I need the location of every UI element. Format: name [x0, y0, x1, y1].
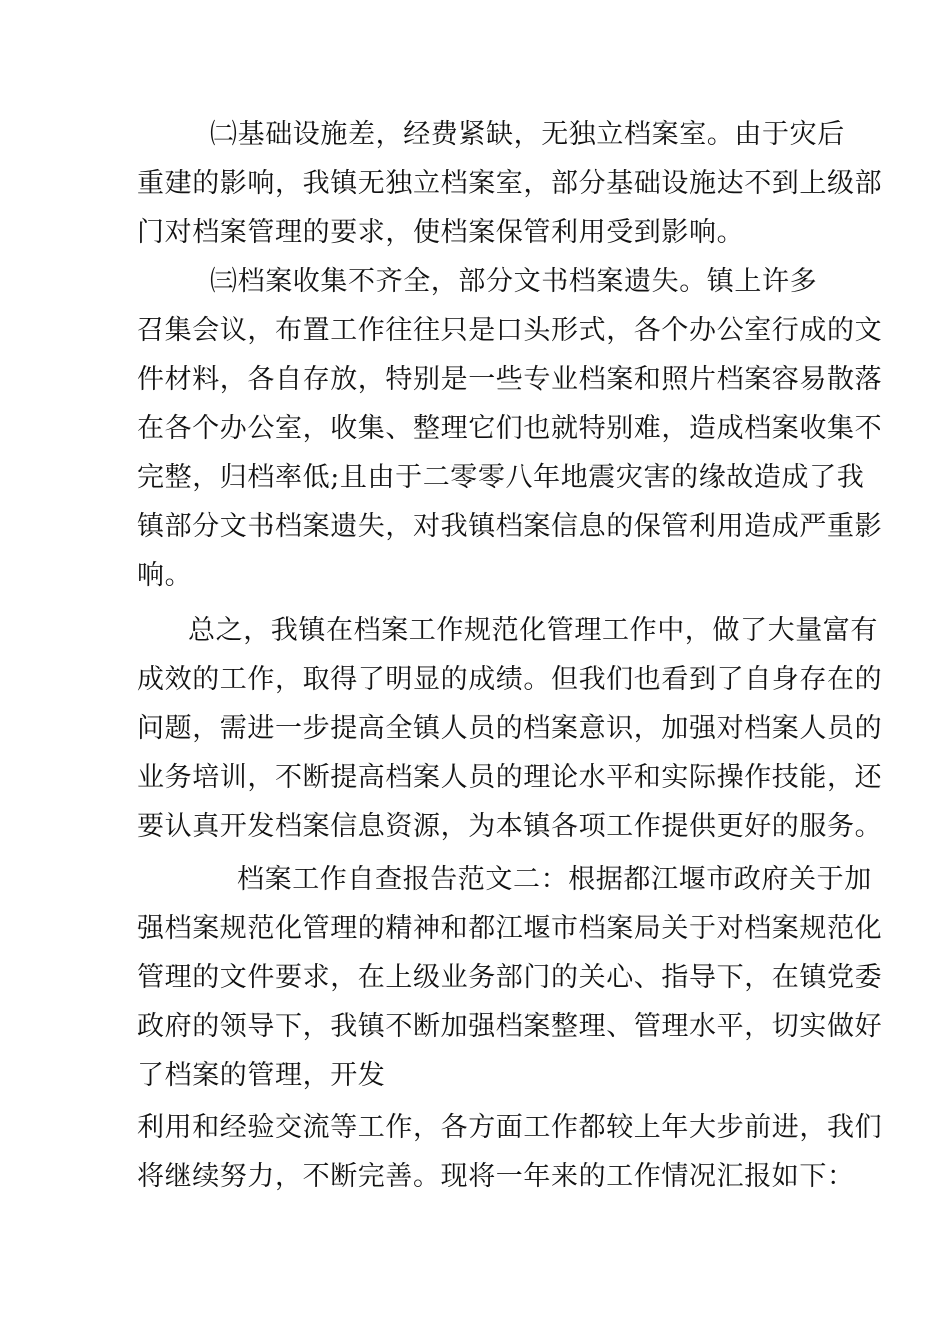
text-line: 总之，我镇在档案工作规范化管理工作中，做了大量富有 — [188, 615, 878, 646]
text-line: ㈡基础设施差，经费紧缺，无独立档案室。由于灾后 — [210, 119, 845, 150]
text-line: 问题，需进一步提高全镇人员的档案意识，加强对档案人员的 — [137, 713, 883, 744]
text-line: 档案工作自查报告范文二：根据都江堰市政府关于加 — [237, 864, 872, 895]
text-line: 重建的影响，我镇无独立档案室，部分基础设施达不到上级部 — [137, 168, 883, 199]
text-line: 件材料，各自存放，特别是一些专业档案和照片档案容易散落 — [137, 364, 883, 395]
text-line: 镇部分文书档案遗失，对我镇档案信息的保管利用造成严重影 — [137, 511, 883, 542]
text-line: 要认真开发档案信息资源，为本镇各项工作提供更好的服务。 — [137, 811, 883, 842]
text-line: 了档案的管理，开发 — [137, 1060, 386, 1091]
text-line: 业务培训，不断提高档案人员的理论水平和实际操作技能，还 — [137, 762, 883, 793]
text-line: 响。 — [137, 560, 193, 591]
text-line: 完整，归档率低;且由于二零零八年地震灾害的缘故造成了我 — [137, 462, 865, 493]
text-line: 将继续努力，不断完善。现将一年来的工作情况汇报如下： — [137, 1161, 855, 1192]
text-line: 强档案规范化管理的精神和都江堰市档案局关于对档案规范化 — [137, 913, 883, 944]
text-line: 在各个办公室，收集、整理它们也就特别难，造成档案收集不 — [137, 413, 883, 444]
text-line: 门对档案管理的要求，使档案保管利用受到影响。 — [137, 217, 745, 248]
text-line: ㈢档案收集不齐全，部分文书档案遗失。镇上许多 — [210, 266, 818, 297]
text-line: 成效的工作，取得了明显的成绩。但我们也看到了自身存在的 — [137, 664, 883, 695]
text-line: 管理的文件要求，在上级业务部门的关心、指导下，在镇党委 — [137, 962, 883, 993]
text-line: 政府的领导下，我镇不断加强档案整理、管理水平，切实做好 — [137, 1011, 883, 1042]
text-line: 召集会议，布置工作往往只是口头形式，各个办公室行成的文 — [137, 315, 883, 346]
text-line: 利用和经验交流等工作，各方面工作都较上年大步前进，我们 — [137, 1112, 883, 1143]
